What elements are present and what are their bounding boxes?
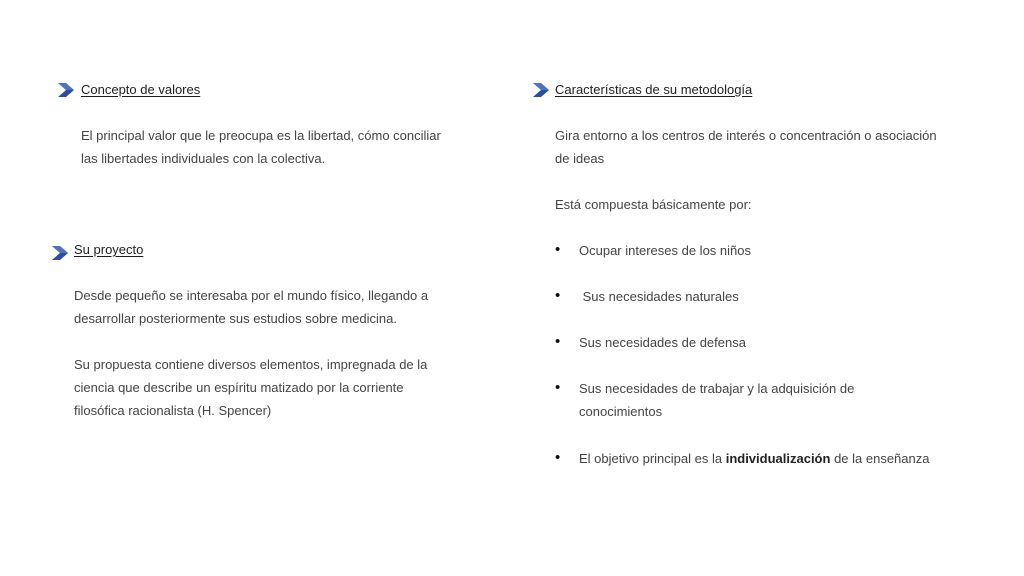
- bullet-icon: •: [555, 379, 561, 396]
- chevron-right-icon: [533, 83, 549, 97]
- objetivo-bold: individualización: [725, 451, 831, 466]
- objetivo-post: de la enseñanza: [830, 451, 930, 466]
- concepto-heading: Concepto de valores: [81, 82, 201, 97]
- metodologia-paragraph-1: Gira entorno a los centros de interés o concentración o asociación de ideas: [555, 128, 937, 166]
- bullet-icon: •: [555, 241, 561, 258]
- proyecto-paragraph-1: Desde pequeño se interesaba por el mundo físico, llegando a desarrollar posteriormente sus estudios sobre medicina.: [74, 288, 429, 326]
- concepto-text: El principal valor que le preocupa es la libertad, cómo conciliar las libertades individuales con la colectiva.: [81, 128, 441, 166]
- metodologia-heading: Características de su metodología: [555, 82, 753, 97]
- metodologia-paragraph-2: Está compuesta básicamente por:: [555, 197, 752, 212]
- bullet-icon: •: [555, 449, 561, 466]
- bullet-icon: •: [555, 287, 561, 304]
- proyecto-paragraph-2: Su propuesta contiene diversos elementos, impregnada de la ciencia que describe un espíritu matizado por la corriente filosófica racionalista (H. Spencer): [74, 357, 428, 418]
- proyecto-heading: Su proyecto: [74, 242, 144, 257]
- chevron-right-icon: [52, 246, 68, 260]
- objetivo-pre: El objetivo principal es la: [579, 451, 726, 466]
- chevron-right-icon: [58, 83, 74, 97]
- bullet-icon: •: [555, 333, 561, 350]
